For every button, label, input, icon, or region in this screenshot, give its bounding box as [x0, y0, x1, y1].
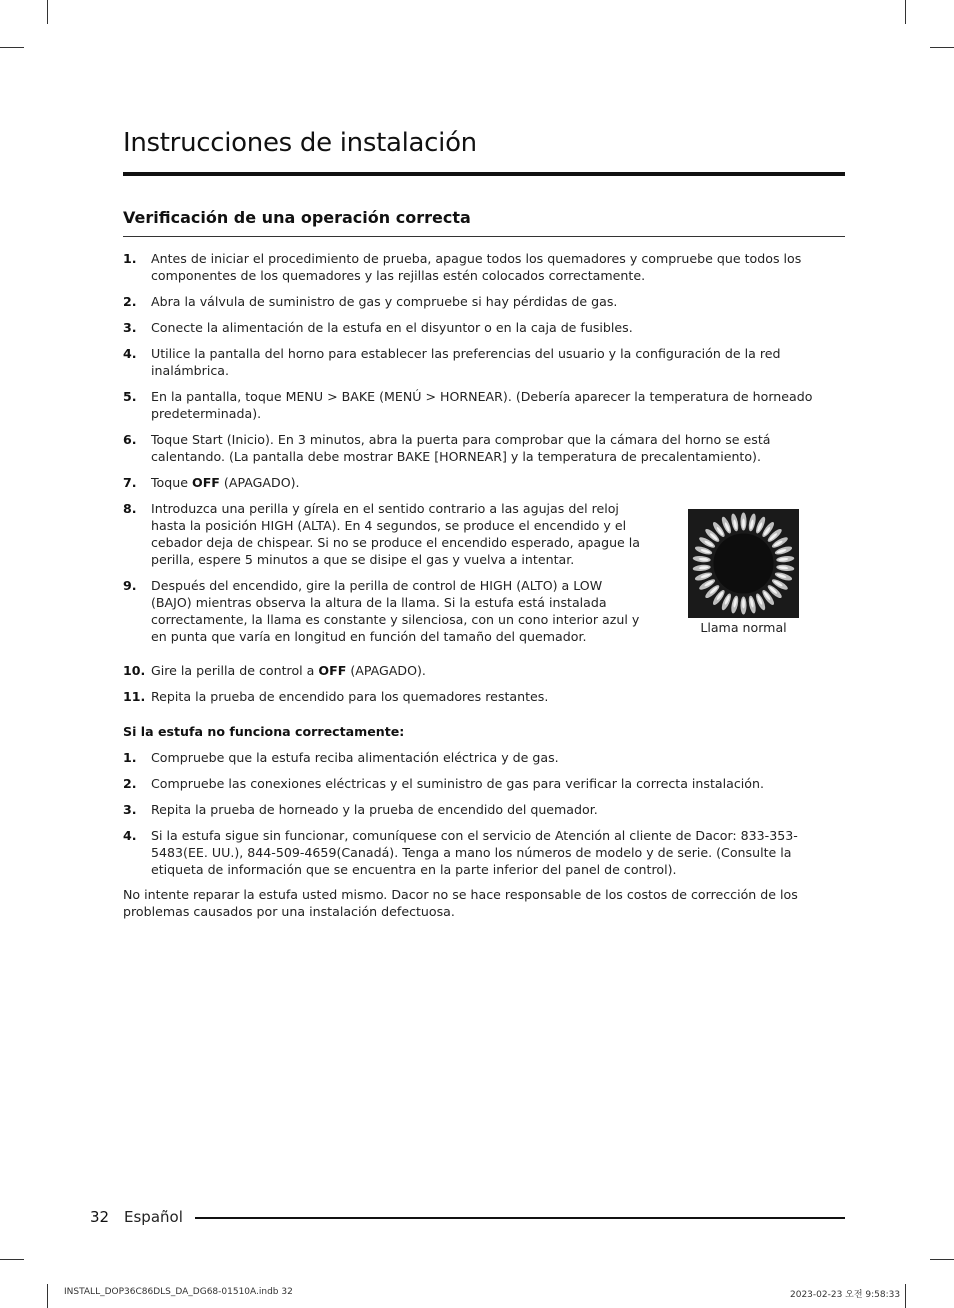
crop-mark — [47, 0, 48, 24]
step-text: Compruebe que la estufa reciba alimentación eléctrica y de gas. — [151, 750, 559, 765]
title-divider — [123, 172, 845, 176]
page-title: Instrucciones de instalación — [123, 128, 477, 158]
flame-core — [742, 599, 745, 609]
step-text: Abra la válvula de suministro de gas y compruebe si hay pérdidas de gas. — [151, 294, 618, 309]
step-number: 3. — [123, 320, 137, 335]
step-text: Introduzca una perilla y gírela en el sentido contrario a las agujas del reloj hasta la posición HIGH (ALTA). En 4 segundos, se produce el encendido y el cebador deja de chispear. Si no se produce el encendido esperado, apague la perilla, espere 5 minutos a que se disipe el gas y vuelva a intentar. — [151, 501, 641, 567]
flame-core — [742, 519, 745, 529]
list-item — [123, 775, 845, 792]
burner-flame-icon — [688, 509, 799, 618]
list-item — [123, 319, 845, 336]
step-number: 1. — [123, 251, 137, 266]
step-number: 10. — [123, 663, 146, 678]
step-text: Conecte la alimentación de la estufa en el disyuntor o en la caja de fusibles. — [151, 320, 633, 335]
step-text: Repita la prueba de encendido para los quemadores restantes. — [151, 689, 549, 704]
crop-mark — [905, 1284, 906, 1308]
step-number: 3. — [123, 802, 137, 817]
step-number: 4. — [123, 828, 137, 843]
step-number: 6. — [123, 432, 137, 447]
procedure-steps-continued — [123, 662, 845, 714]
list-item — [123, 474, 845, 491]
list-item — [123, 577, 643, 645]
step-text-post: (APAGADO). — [346, 663, 426, 678]
list-item — [123, 500, 643, 568]
crop-mark — [0, 1259, 24, 1260]
step-number: 4. — [123, 346, 137, 361]
step-number: 2. — [123, 776, 137, 791]
step-number: 9. — [123, 578, 137, 593]
list-item — [123, 662, 845, 679]
step-text: Compruebe las conexiones eléctricas y el suministro de gas para verificar la correcta instalación. — [151, 776, 764, 791]
burner-flame-image — [688, 509, 799, 618]
figure-caption: Llama normal — [700, 620, 787, 635]
step-number: 11. — [123, 689, 146, 704]
step-text: Toque Start (Inicio). En 3 minutos, abra la puerta para comprobar que la cámara del horno se está calentando. (La pantalla debe mostrar BAKE [HORNEAR] y la temperatura de precalentamiento). — [151, 432, 771, 464]
off-keyword: OFF — [318, 663, 347, 678]
page-language: Español — [124, 1208, 183, 1226]
step-text-post: (APAGADO). — [219, 475, 300, 490]
closing-note: No intente reparar la estufa usted mismo. Dacor no se hace responsable de los costos de corrección de los problemas causados por una instalación defectuosa. — [123, 887, 798, 919]
list-item — [123, 749, 845, 766]
print-imprint-file: INSTALL_DOP36C86DLS_DA_DG68-01510A.indb 32 — [64, 1287, 293, 1297]
crop-mark — [47, 1284, 48, 1308]
list-item — [123, 388, 845, 422]
step-text: Repita la prueba de horneado y la prueba de encendido del quemador. — [151, 802, 598, 817]
section-divider — [123, 236, 845, 237]
crop-mark — [0, 47, 24, 48]
list-item — [123, 293, 845, 310]
print-imprint-date: 2023-02-23 오전 9:58:33 — [790, 1290, 901, 1300]
list-item — [123, 688, 845, 705]
crop-mark — [930, 47, 954, 48]
step-text: Utilice la pantalla del horno para establecer las preferencias del usuario y la configuración de la red inalámbrica. — [151, 346, 781, 378]
section-title: Verificación de una operación correcta — [123, 208, 471, 227]
step-number: 8. — [123, 501, 137, 516]
step-text: Antes de iniciar el procedimiento de prueba, apague todos los quemadores y compruebe que todos los componentes de los quemadores y las rejillas estén colocados correctamente. — [151, 251, 802, 283]
list-item — [123, 801, 845, 818]
step-number: 2. — [123, 294, 137, 309]
list-item — [123, 827, 845, 878]
step-number: 7. — [123, 475, 137, 490]
off-keyword: OFF — [191, 475, 220, 490]
step-text: Después del encendido, gire la perilla de control de HIGH (ALTO) a LOW (BAJO) mientras observa la altura de la llama. Si la estufa está instalada correctamente, la llama es constante y silenciosa, con un cono interior azul y en punta que varía en longitud en función del tamaño del quemador. — [151, 578, 640, 644]
list-item — [123, 250, 845, 284]
step-text-pre: Gire la perilla de control a — [151, 663, 319, 678]
list-item — [123, 345, 845, 379]
crop-mark — [930, 1259, 954, 1260]
step-text: En la pantalla, toque MENU > BAKE (MENÚ > HORNEAR). (Debería aparecer la temperatura de horneado predeterminada). — [151, 389, 813, 421]
step-text-pre: Toque — [151, 475, 192, 490]
page-number: 32 — [90, 1208, 110, 1226]
step-number: 5. — [123, 389, 137, 404]
footer-divider — [195, 1217, 845, 1219]
troubleshoot-steps — [123, 749, 845, 887]
crop-mark — [905, 0, 906, 24]
list-item — [123, 431, 845, 465]
step-text: Si la estufa sigue sin funcionar, comuníquese con el servicio de Atención al cliente de Dacor: 833-353-5483(EE. UU.), 844-509-4659(Canadá). Tenga a mano los números de modelo y de serie. (Consulte la etiqueta de información que se encuentra en la parte inferior del panel de control). — [151, 828, 798, 877]
burner-center — [714, 534, 774, 594]
step-number: 1. — [123, 750, 137, 765]
troubleshoot-heading: Si la estufa no funciona correctamente: — [123, 724, 405, 739]
